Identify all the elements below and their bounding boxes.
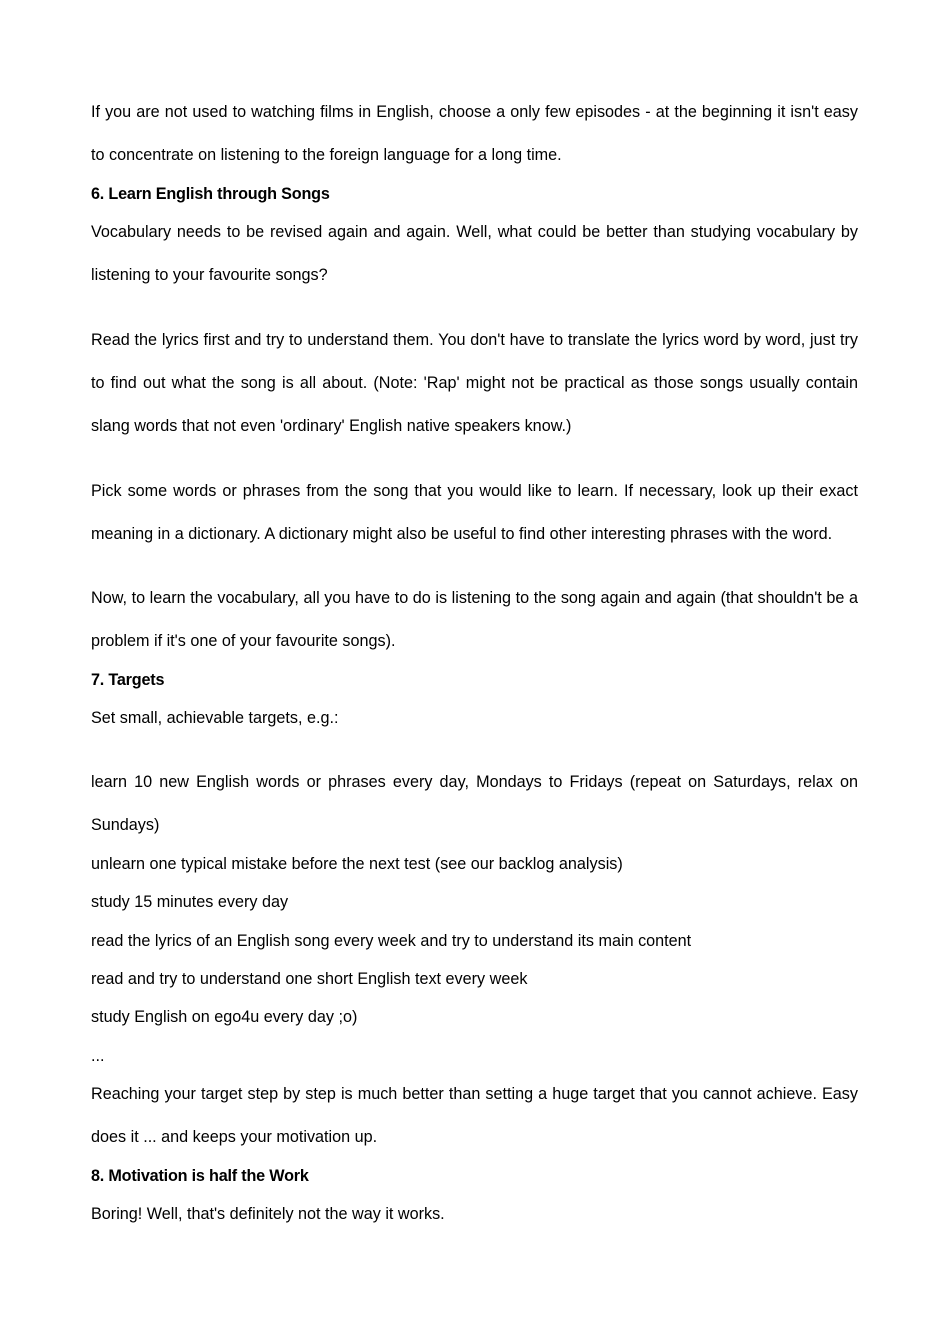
target-item: study 15 minutes every day [91,893,289,911]
target-ellipsis: ... [91,1047,105,1065]
target-item: read and try to understand one short English text every week [91,970,528,988]
target-item: unlearn one typical mistake before the next test (see our backlog analysis) [91,855,623,873]
paragraph-boring: Boring! Well, that's definitely not the way it works. [91,1205,445,1223]
paragraph-vocabulary: Vocabulary needs to be revised again and again. Well, what could be better than studying vocabulary by listening to your favourite songs? [91,223,858,284]
paragraph-read-lyrics: Read the lyrics first and try to understand them. You don't have to translate the lyrics word by word, just try to find out what the song is all about. (Note: 'Rap' might not be practical as those songs usually contain slang words that not even 'ordinary' English native speakers know.) [91,331,858,435]
heading-targets: 7. Targets [91,671,165,689]
target-item: study English on ego4u every day ;o) [91,1008,358,1026]
heading-motivation: 8. Motivation is half the Work [91,1167,309,1185]
paragraph-films: If you are not used to watching films in English, choose a only few episodes - at the beginning it isn't easy to concentrate on listening to the foreign language for a long time. [91,103,858,164]
target-item: read the lyrics of an English song every week and try to understand its main content [91,932,692,950]
target-item: learn 10 new English words or phrases every day, Mondays to Fridays (repeat on Saturdays, relax on Sundays) [91,773,858,834]
paragraph-step-by-step: Reaching your target step by step is much better than setting a huge target that you cannot achieve. Easy does it ... and keeps your motivation up. [91,1085,858,1146]
paragraph-listen-again: Now, to learn the vocabulary, all you have to do is listening to the song again and again (that shouldn't be a problem if it's one of your favourite songs). [91,589,858,650]
heading-learn-through-songs: 6. Learn English through Songs [91,185,330,203]
paragraph-set-targets: Set small, achievable targets, e.g.: [91,709,339,727]
paragraph-pick-words: Pick some words or phrases from the song that you would like to learn. If necessary, look up their exact meaning in a dictionary. A dictionary might also be useful to find other interesting phrases with the word. [91,482,858,543]
